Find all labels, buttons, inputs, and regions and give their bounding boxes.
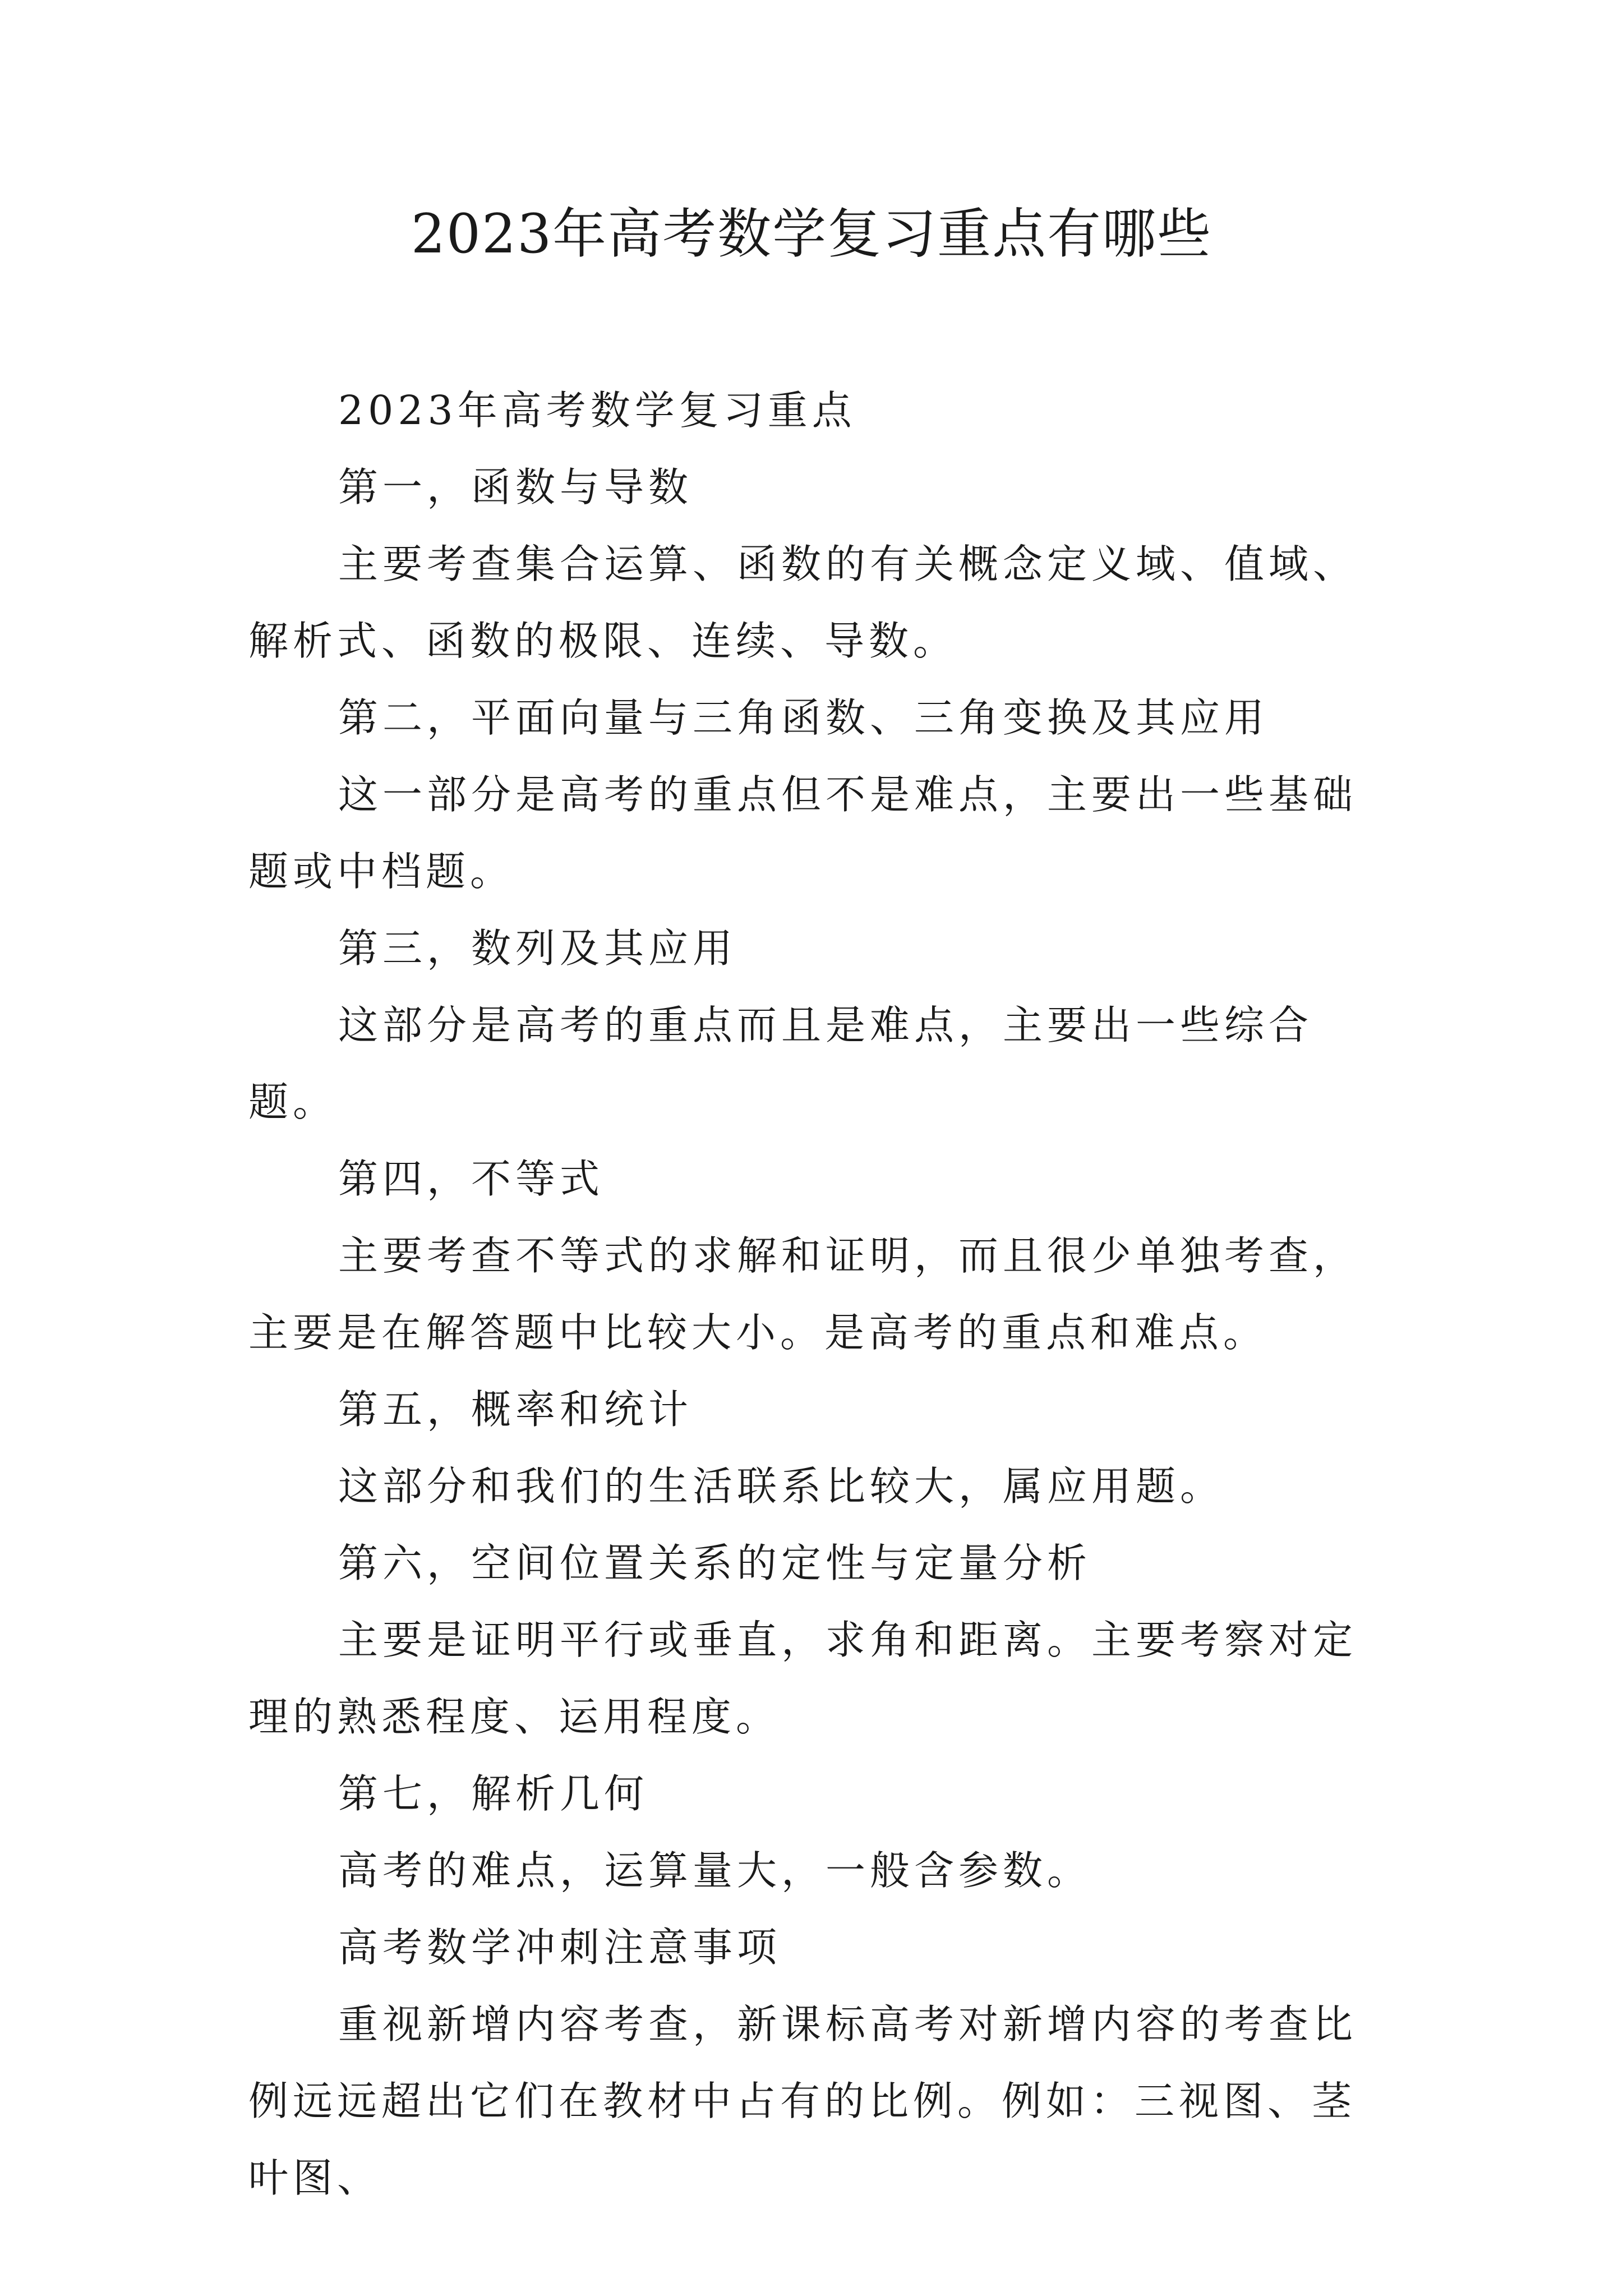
- document-body: [248, 372, 1381, 2216]
- section-text-2: 这一部分是高考的重点但不是难点，主要出一些基础题或中档题。: [248, 771, 1358, 895]
- section-text-6: 主要是证明平行或垂直，求角和距离。主要考察对定理的熟悉程度、运用程度。: [248, 1617, 1358, 1740]
- section-heading-3: 第三，数列及其应用: [338, 925, 737, 972]
- section-text-7: 高考的难点，运算量大，一般含参数。: [338, 1847, 1092, 1894]
- section-text-1: 主要考查集合运算、函数的有关概念定义域、值域、解析式、函数的极限、连续、导数。: [248, 541, 1358, 664]
- section-heading-2: 第二，平面向量与三角函数、三角变换及其应用: [338, 694, 1269, 741]
- paragraph-heading: 2023年高考数学复习重点: [338, 387, 856, 434]
- section-heading-6: 第六，空间位置关系的定性与定量分析: [338, 1540, 1092, 1586]
- section-heading-4: 第四，不等式: [338, 1156, 605, 1202]
- section-heading-5: 第五，概率和统计: [338, 1386, 693, 1433]
- section-text-4: 主要考查不等式的求解和证明，而且很少单独考查，主要是在解答题中比较大小。是高考的重点和难点。: [248, 1232, 1358, 1356]
- section-heading-1: 第一，函数与导数: [338, 464, 693, 510]
- section-text-5: 这部分和我们的生活联系比较大，属应用题。: [338, 1463, 1225, 1510]
- section-text-3: 这部分是高考的重点而且是难点，主要出一些综合题。: [248, 1002, 1313, 1125]
- notes-text: 重视新增内容考查，新课标高考对新增内容的考查比例远远超出它们在教材中占有的比例。例如：三视图、茎叶图、: [248, 2001, 1358, 2201]
- notes-heading: 高考数学冲刺注意事项: [338, 1924, 782, 1971]
- section-heading-7: 第七，解析几何: [338, 1770, 649, 1817]
- document-title: 2023年高考数学复习重点有哪些: [411, 203, 1212, 265]
